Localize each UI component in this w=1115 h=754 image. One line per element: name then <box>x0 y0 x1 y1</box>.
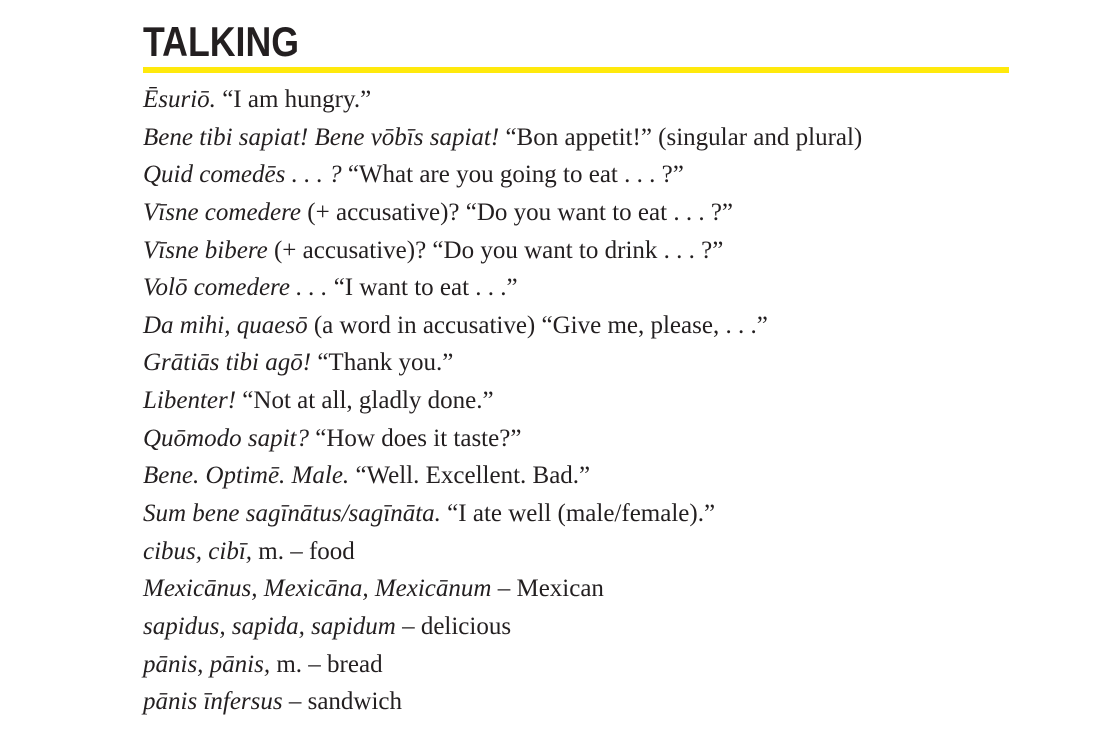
english-translation: “What are you going to eat . . . ?” <box>347 161 684 189</box>
english-translation: “Well. Excellent. Bad.” <box>355 462 591 490</box>
latin-phrase: pānis īnfersus <box>143 688 283 716</box>
phrase-line <box>143 382 1009 420</box>
phrase-line <box>143 533 1009 571</box>
title-underline-rule <box>143 67 1009 73</box>
phrase-line <box>143 495 1009 533</box>
english-translation: “I ate well (male/female).” <box>447 500 716 528</box>
english-translation: “How does it taste?” <box>315 424 522 452</box>
page-title <box>143 19 1009 64</box>
phrase-line <box>143 119 1009 157</box>
english-translation: “I am hungry.” <box>222 86 372 113</box>
latin-phrase: Bene tibi sapiat! Bene vōbīs sapiat! <box>143 123 500 151</box>
phrase-line <box>143 570 1009 608</box>
latin-phrase: Grātiās tibi agō! <box>143 349 312 377</box>
phrase-list <box>143 81 1009 721</box>
phrase-line <box>143 194 1009 232</box>
english-translation: – sandwich <box>288 688 403 716</box>
english-translation: “Bon appetit!” (singular and plural) <box>505 123 863 151</box>
phrase-line <box>143 307 1009 345</box>
latin-phrase: Quōmodo sapit? <box>143 424 309 452</box>
phrase-line <box>143 457 1009 495</box>
latin-phrase: Volō comedere . . . <box>143 274 328 302</box>
english-translation: (+ accusative)? “Do you want to eat . . . ?” <box>307 198 734 226</box>
latin-phrase: Da mihi, quaesō <box>143 311 308 339</box>
phrase-line <box>143 420 1009 458</box>
english-translation: “Thank you.” <box>317 349 454 377</box>
english-translation: (a word in accusative) “Give me, please, . . .” <box>313 311 768 339</box>
page-title-text: TALKING <box>143 18 300 65</box>
phrase-line <box>143 683 1009 721</box>
phrase-line <box>143 608 1009 646</box>
phrase-line <box>143 646 1009 684</box>
latin-phrase: Vīsne comedere <box>143 198 302 226</box>
latin-phrase: Vīsne bibere <box>143 236 268 264</box>
english-translation: “I want to eat . . .” <box>333 274 518 302</box>
latin-phrase: Ēsuriō. <box>143 86 216 113</box>
phrase-line <box>143 232 1009 270</box>
latin-phrase: Quid comedēs . . . ? <box>143 161 342 189</box>
phrase-line <box>143 156 1009 194</box>
english-translation: m. – bread <box>276 650 383 678</box>
latin-phrase: Mexicānus, Mexicāna, Mexicānum <box>143 575 492 603</box>
english-translation: m. – food <box>258 537 355 565</box>
latin-phrase: pānis, pānis, <box>143 650 271 678</box>
phrase-line <box>143 344 1009 382</box>
latin-phrase: Libenter! <box>143 387 237 415</box>
english-translation: – delicious <box>402 612 512 640</box>
latin-phrase: cibus, cibī, <box>143 537 253 565</box>
latin-phrase: sapidus, sapida, sapidum <box>143 612 396 640</box>
latin-phrase: Bene. Optimē. Male. <box>143 462 350 490</box>
english-translation: “Not at all, gladly done.” <box>242 387 494 415</box>
english-translation: (+ accusative)? “Do you want to drink . . . ?” <box>273 236 724 264</box>
content-column <box>143 0 1009 721</box>
latin-phrase: Sum bene sagīnātus/sagīnāta. <box>143 500 441 528</box>
english-translation: – Mexican <box>497 575 604 603</box>
phrase-line <box>143 269 1009 307</box>
phrase-line <box>143 81 1009 119</box>
